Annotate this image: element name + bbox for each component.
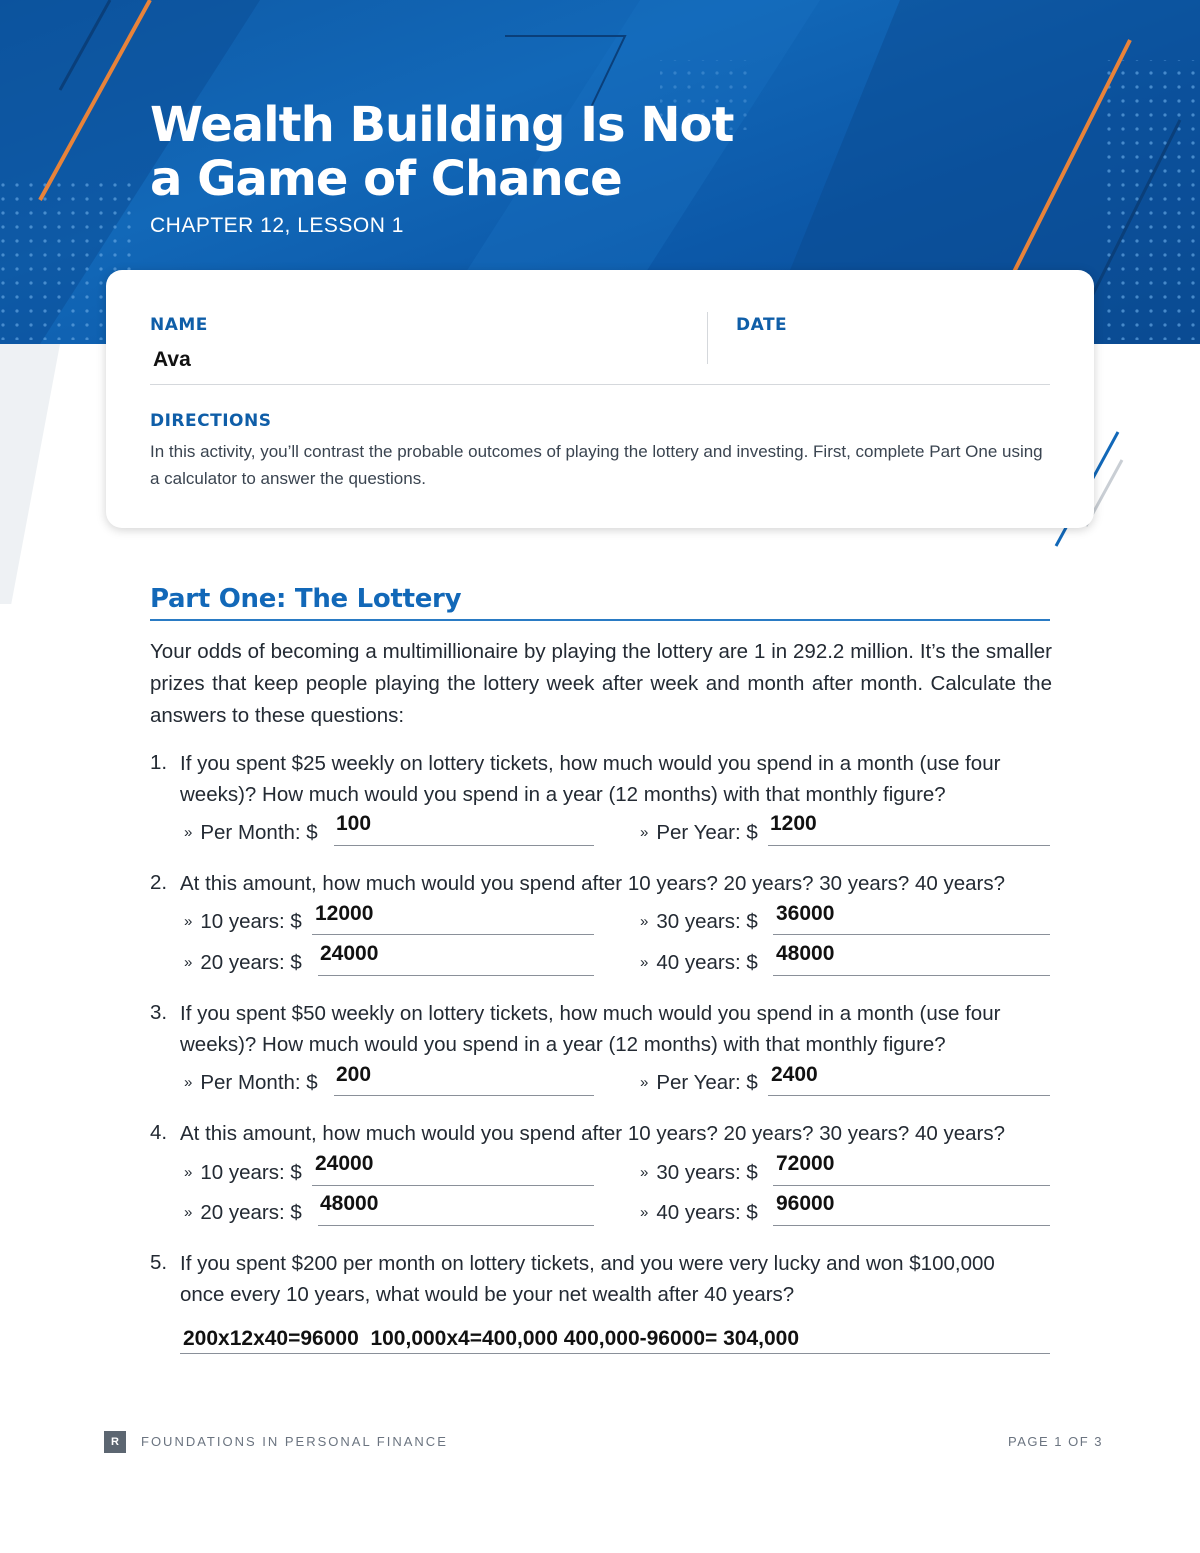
- question-1-number: 1.: [150, 751, 168, 774]
- bullet-chevron-icon: »: [184, 1204, 193, 1221]
- page-title: [150, 98, 733, 206]
- bullet-chevron-icon: »: [640, 913, 649, 930]
- q2-30-years-answer[interactable]: 36000: [776, 902, 835, 925]
- q1-per-year-label: » Per Year: $: [640, 821, 758, 844]
- q2-20-years-line[interactable]: [318, 975, 594, 976]
- name-label: NAME: [150, 315, 208, 335]
- question-2-number: 2.: [150, 871, 168, 894]
- q2-10-years-answer[interactable]: 12000: [315, 902, 374, 925]
- bullet-chevron-icon: »: [184, 913, 193, 930]
- q4-40-years-line[interactable]: [773, 1225, 1050, 1226]
- question-4-number: 4.: [150, 1121, 168, 1144]
- date-label: DATE: [736, 315, 788, 335]
- q2-10-years-label: » 10 years: $: [184, 910, 302, 933]
- bullet-chevron-icon: »: [184, 824, 193, 841]
- question-5-text: If you spent $200 per month on lottery tickets, and you were very lucky and won $100,000 once every 10 years, what would be your net wealth after 40 years?: [180, 1252, 995, 1306]
- q4-40-years-answer[interactable]: 96000: [776, 1192, 835, 1215]
- q5-answer[interactable]: 200x12x40=96000 100,000x4=400,000 400,000-96000= 304,000: [183, 1327, 800, 1350]
- q2-30-years-label: » 30 years: $: [640, 910, 758, 933]
- q2-40-years-line[interactable]: [773, 975, 1050, 976]
- part-one-rule: [150, 619, 1050, 621]
- bullet-chevron-icon: »: [640, 954, 649, 971]
- bullet-chevron-icon: »: [184, 1164, 193, 1181]
- title-line-1: Wealth Building Is Not: [150, 97, 734, 153]
- date-field[interactable]: [736, 344, 1036, 374]
- bullet-chevron-icon: »: [640, 1204, 649, 1221]
- q2-40-years-answer[interactable]: 48000: [776, 942, 835, 965]
- question-3-text: If you spent $50 weekly on lottery tickets, how much would you spend in a month (use four weeks)? How much would you spend in a year (12 months) with that monthly figure?: [180, 1002, 1001, 1056]
- q3-per-month-line[interactable]: [334, 1095, 594, 1096]
- q1-per-month-label: » Per Month: $: [184, 821, 318, 844]
- student-info-card: [106, 270, 1094, 528]
- footer-course-name: FOUNDATIONS IN PERSONAL FINANCE: [141, 1434, 448, 1449]
- bullet-chevron-icon: »: [184, 1074, 193, 1091]
- q2-20-years-label: » 20 years: $: [184, 951, 302, 974]
- field-divider: [707, 312, 708, 364]
- q1-per-year-answer[interactable]: 1200: [770, 812, 817, 835]
- q4-10-years-answer[interactable]: 24000: [315, 1152, 374, 1175]
- bullet-chevron-icon: »: [640, 1074, 649, 1091]
- q2-20-years-answer[interactable]: 24000: [320, 942, 379, 965]
- q3-per-year-label: » Per Year: $: [640, 1071, 758, 1094]
- q4-40-years-label: » 40 years: $: [640, 1201, 758, 1224]
- question-2-text: At this amount, how much would you spend after 10 years? 20 years? 30 years? 40 years?: [180, 872, 1006, 895]
- q2-30-years-line[interactable]: [773, 934, 1050, 935]
- part-one-title: Part One: The Lottery: [150, 584, 462, 614]
- q4-30-years-answer[interactable]: 72000: [776, 1152, 835, 1175]
- q5-answer-line[interactable]: [180, 1353, 1050, 1354]
- q3-per-month-label: » Per Month: $: [184, 1071, 318, 1094]
- q4-20-years-line[interactable]: [318, 1225, 594, 1226]
- q1-per-month-line[interactable]: [334, 845, 594, 846]
- q2-10-years-line[interactable]: [312, 934, 594, 935]
- title-line-2: a Game of Chance: [150, 151, 622, 207]
- q4-20-years-label: » 20 years: $: [184, 1201, 302, 1224]
- q2-40-years-label: » 40 years: $: [640, 951, 758, 974]
- question-5-number: 5.: [150, 1251, 168, 1274]
- bullet-chevron-icon: »: [640, 1164, 649, 1181]
- part-one-intro: Your odds of becoming a multimillionaire by playing the lottery are 1 in 292.2 million. It’s the smaller prizes that keep people playing the lottery week after week and month after month. Calculate the answers to these questions:: [150, 640, 1052, 727]
- question-1-text: If you spent $25 weekly on lottery tickets, how much would you spend in a month (use four weeks)? How much would you spend in a year (12 months) with that monthly figure?: [180, 752, 1001, 806]
- chapter-label: CHAPTER 12, LESSON 1: [150, 214, 404, 237]
- q4-10-years-line[interactable]: [312, 1185, 594, 1186]
- card-divider: [150, 384, 1050, 385]
- q3-per-year-answer[interactable]: 2400: [771, 1063, 818, 1086]
- ramsey-logo-icon: R: [104, 1431, 126, 1453]
- name-field[interactable]: Ava: [153, 348, 191, 371]
- q4-30-years-label: » 30 years: $: [640, 1161, 758, 1184]
- question-4-text: At this amount, how much would you spend after 10 years? 20 years? 30 years? 40 years?: [180, 1122, 1006, 1145]
- q4-30-years-line[interactable]: [773, 1185, 1050, 1186]
- directions-text: In this activity, you’ll contrast the probable outcomes of playing the lottery and investing. First, complete Part One using a calculator to answer the questions.: [150, 442, 1043, 488]
- q3-per-year-line[interactable]: [768, 1095, 1050, 1096]
- q1-per-year-line[interactable]: [768, 845, 1050, 846]
- bullet-chevron-icon: »: [184, 954, 193, 971]
- q1-per-month-answer[interactable]: 100: [336, 812, 372, 835]
- q3-per-month-answer[interactable]: 200: [336, 1063, 372, 1086]
- bullet-chevron-icon: »: [640, 824, 649, 841]
- page-number: PAGE 1 OF 3: [1008, 1434, 1104, 1449]
- q4-10-years-label: » 10 years: $: [184, 1161, 302, 1184]
- q4-20-years-answer[interactable]: 48000: [320, 1192, 379, 1215]
- directions-label: DIRECTIONS: [150, 411, 272, 431]
- question-3-number: 3.: [150, 1001, 168, 1024]
